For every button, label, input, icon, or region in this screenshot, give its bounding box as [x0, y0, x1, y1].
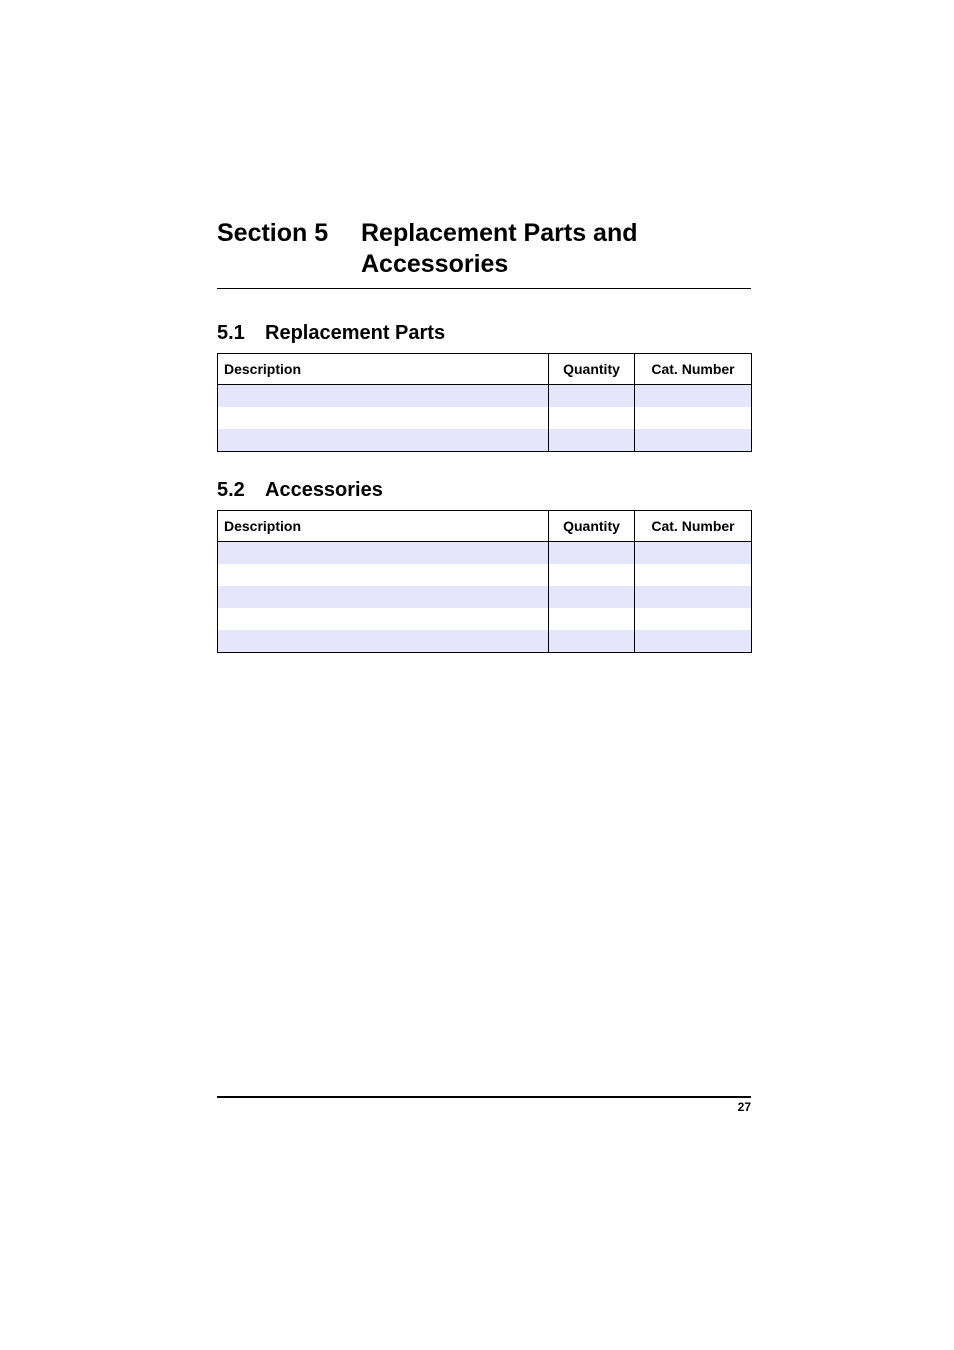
replacement-parts-table: [217, 353, 752, 452]
table-cell: [635, 385, 752, 408]
column-header-cat-number: Cat. Number: [635, 511, 752, 542]
table-cell: [635, 630, 752, 653]
column-header-quantity: Quantity: [549, 354, 635, 385]
heading-accessories: [217, 478, 383, 502]
table-header-row: [218, 511, 752, 542]
heading-number: 5.1: [217, 322, 245, 344]
footer-rule: [217, 1096, 751, 1098]
table-row: [218, 542, 752, 565]
table-row: [218, 429, 752, 452]
table-cell: [635, 608, 752, 630]
section-label: Section 5: [217, 219, 329, 247]
table-cell: [218, 630, 549, 653]
table-cell: [549, 564, 635, 586]
section-header: [217, 218, 751, 289]
table-cell: [549, 429, 635, 452]
column-header-description: Description: [218, 511, 549, 542]
section-title: Replacement Parts and Accessories: [361, 219, 638, 278]
table-cell: [218, 542, 549, 565]
table-cell: [549, 608, 635, 630]
page-number: 27: [737, 1100, 751, 1114]
table-row: [218, 608, 752, 630]
table-cell: [218, 385, 549, 408]
table-cell: [635, 429, 752, 452]
heading-text: Replacement Parts: [265, 322, 446, 344]
table-cell: [218, 586, 549, 608]
table-header-row: [218, 354, 752, 385]
heading-text: Accessories: [265, 479, 383, 501]
table-cell: [549, 586, 635, 608]
table-cell: [218, 564, 549, 586]
table-cell: [635, 407, 752, 429]
table-cell: [549, 630, 635, 653]
table-cell: [635, 564, 752, 586]
column-header-quantity: Quantity: [549, 511, 635, 542]
heading-number: 5.2: [217, 479, 245, 501]
table-row: [218, 564, 752, 586]
table-cell: [218, 608, 549, 630]
table-cell: [218, 429, 549, 452]
table-cell: [549, 407, 635, 429]
column-header-cat-number: Cat. Number: [635, 354, 752, 385]
heading-replacement-parts: [217, 321, 445, 345]
table-cell: [635, 542, 752, 565]
table-cell: [549, 542, 635, 565]
table-cell: [549, 385, 635, 408]
table-cell: [218, 407, 549, 429]
table-cell: [635, 586, 752, 608]
accessories-table: [217, 510, 752, 653]
table-row: [218, 586, 752, 608]
table-row: [218, 407, 752, 429]
table-row: [218, 630, 752, 653]
table-row: [218, 385, 752, 408]
column-header-description: Description: [218, 354, 549, 385]
